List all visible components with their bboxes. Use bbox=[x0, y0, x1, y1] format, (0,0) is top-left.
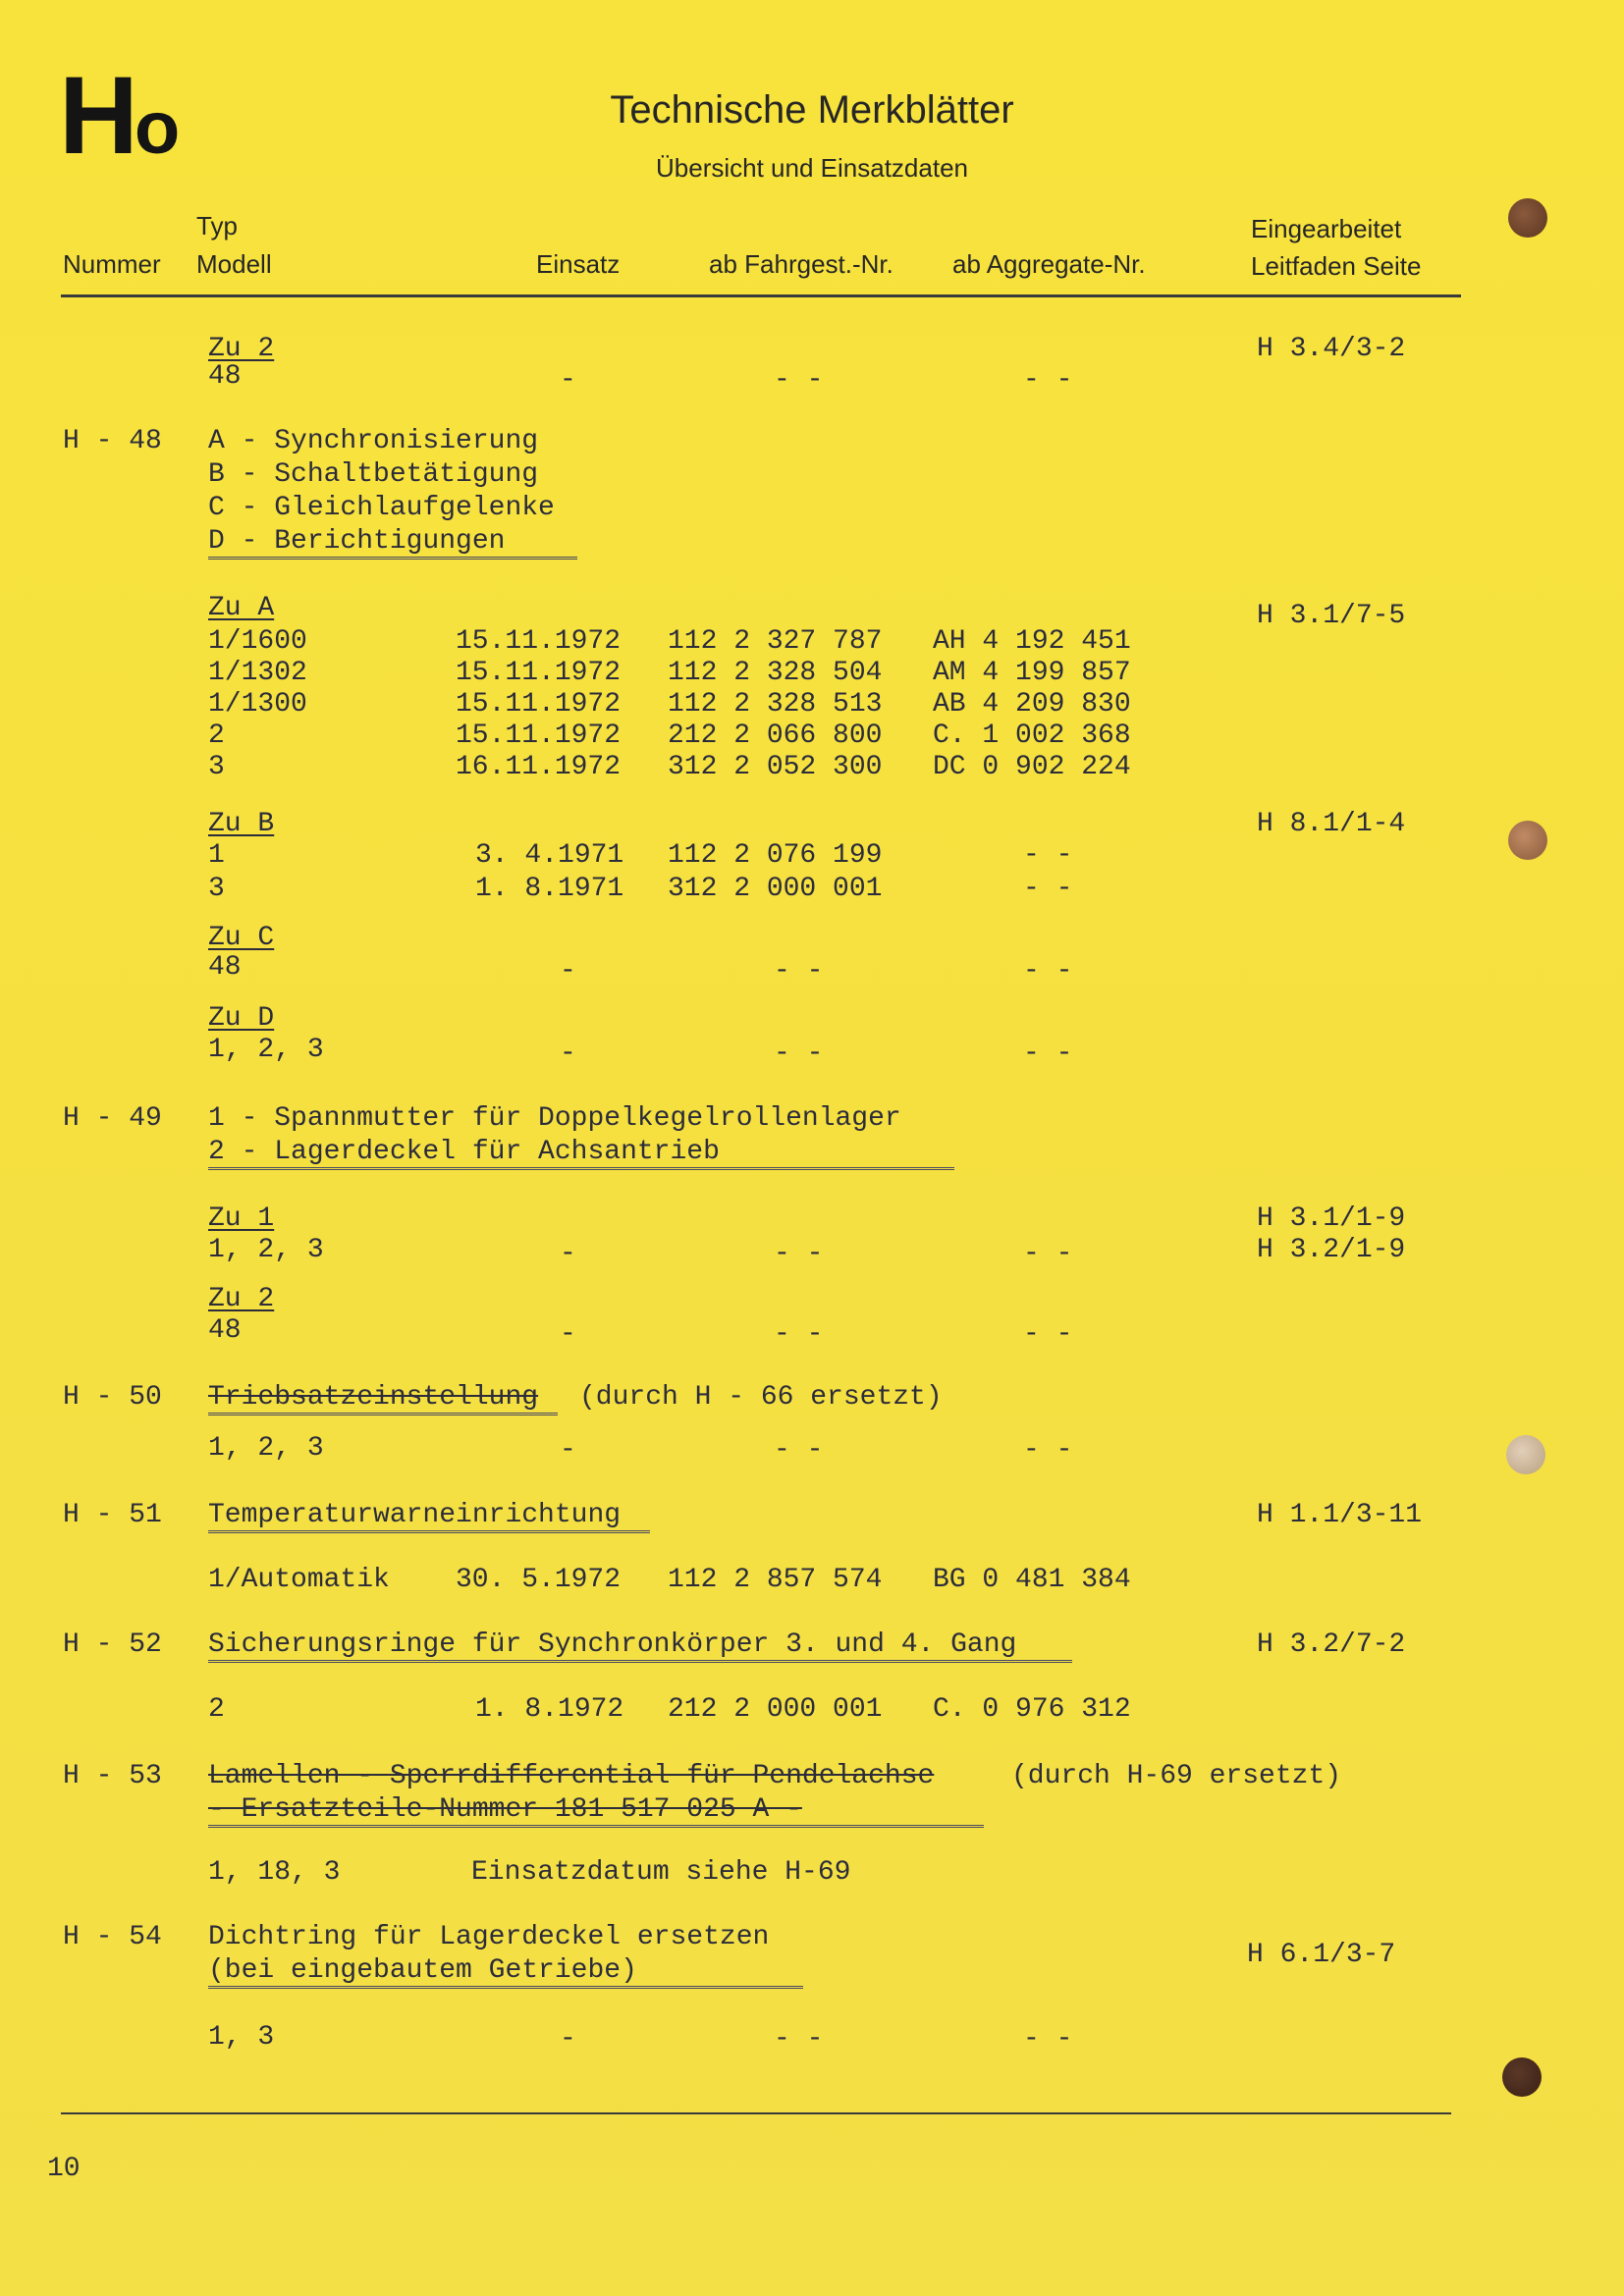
fahrgest-cell: 112 2 076 199 bbox=[668, 840, 883, 871]
entry-title-line: 2 - Lagerdeckel für Achsantrieb bbox=[208, 1137, 954, 1170]
binder-hole bbox=[1508, 821, 1547, 860]
fahrgest-cell: - - bbox=[774, 956, 824, 987]
binder-hole bbox=[1506, 1435, 1545, 1474]
fahrgest-cell: - - bbox=[774, 1039, 824, 1069]
fahrgest-cell: 312 2 000 001 bbox=[668, 874, 883, 904]
model-cell: 48 bbox=[208, 952, 242, 983]
sub-label: Zu 2 bbox=[208, 1284, 275, 1314]
aggregat-cell: AH 4 192 451 bbox=[933, 626, 1131, 657]
col-einsatz: Einsatz bbox=[536, 249, 621, 279]
entry-title-line: Lamellen - Sperrdifferential für Pendelachse bbox=[208, 1761, 935, 1791]
model-cell: 1/1302 bbox=[208, 658, 307, 688]
fahrgest-cell: - - bbox=[774, 1239, 824, 1269]
model-cell: 48 bbox=[208, 361, 242, 392]
col-leitfaden: Leitfaden Seite bbox=[1251, 251, 1422, 281]
fahrgest-cell: - - bbox=[774, 1319, 824, 1350]
aggregat-cell: AB 4 209 830 bbox=[933, 689, 1131, 720]
entry-title-line: A - Synchronisierung bbox=[208, 426, 539, 456]
entry-number: H - 49 bbox=[63, 1103, 162, 1134]
einsatz-cell: Einsatzdatum siehe H-69 bbox=[471, 1857, 851, 1888]
entry-title: Triebsatzeinstellung bbox=[208, 1382, 558, 1415]
aggregat-cell: DC 0 902 224 bbox=[933, 752, 1131, 782]
fahrgest-cell: 212 2 066 800 bbox=[668, 721, 883, 751]
einsatz-cell: 1. 8.1971 bbox=[475, 874, 624, 904]
model-cell: 48 bbox=[208, 1315, 242, 1346]
entry-title-line: Dichtring für Lagerdeckel ersetzen bbox=[208, 1922, 770, 1952]
model-cell: 1, 3 bbox=[208, 2022, 275, 2053]
einsatz-cell: - bbox=[560, 1039, 576, 1069]
einsatz-cell: 30. 5.1972 bbox=[456, 1565, 622, 1595]
einsatz-cell: 15.11.1972 bbox=[456, 658, 622, 688]
aggregat-cell: - - bbox=[1023, 1039, 1073, 1069]
aggregat-cell: C. 1 002 368 bbox=[933, 721, 1131, 751]
model-cell: 1/1300 bbox=[208, 689, 307, 720]
entry-title-line: C - Gleichlaufgelenke bbox=[208, 493, 555, 523]
aggregat-cell: C. 0 976 312 bbox=[933, 1694, 1131, 1725]
entry-title-line: D - Berichtigungen bbox=[208, 526, 577, 560]
model-cell: 1, 2, 3 bbox=[208, 1235, 324, 1265]
model-cell: 1 bbox=[208, 840, 225, 871]
entry-title-note: (durch H-69 ersetzt) bbox=[1011, 1761, 1342, 1791]
binder-hole bbox=[1502, 2057, 1542, 2097]
entry-title: Temperaturwarneinrichtung bbox=[208, 1500, 650, 1533]
einsatz-cell: - bbox=[560, 1319, 576, 1350]
aggregat-cell: BG 0 481 384 bbox=[933, 1565, 1131, 1595]
model-cell: 1, 18, 3 bbox=[208, 1857, 341, 1888]
aggregat-cell: - - bbox=[1023, 874, 1073, 904]
leitfaden-ref: H 1.1/3-11 bbox=[1257, 1500, 1423, 1530]
col-aggregate: ab Aggregate-Nr. bbox=[952, 249, 1146, 279]
model-cell: 2 bbox=[208, 1694, 225, 1725]
sub-label: Zu 2 bbox=[208, 334, 275, 364]
entry-title-note: (durch H - 66 ersetzt) bbox=[579, 1382, 943, 1413]
model-cell: 1, 2, 3 bbox=[208, 1433, 324, 1464]
leitfaden-ref: H 3.2/1-9 bbox=[1257, 1235, 1406, 1265]
col-fahrgest: ab Fahrgest.-Nr. bbox=[709, 249, 893, 279]
fahrgest-cell: 112 2 857 574 bbox=[668, 1565, 883, 1595]
footer-rule bbox=[61, 2112, 1451, 2114]
leitfaden-ref: H 3.1/7-5 bbox=[1257, 601, 1406, 631]
header-rule bbox=[61, 294, 1461, 297]
sub-label: Zu D bbox=[208, 1003, 275, 1034]
sub-label: Zu B bbox=[208, 809, 275, 839]
model-cell: 3 bbox=[208, 752, 225, 782]
fahrgest-cell: 212 2 000 001 bbox=[668, 1694, 883, 1725]
leitfaden-ref: H 6.1/3-7 bbox=[1247, 1940, 1396, 1970]
entry-title-line: - Ersatzteile-Nummer 181 517 025 A - bbox=[208, 1794, 984, 1828]
fahrgest-cell: 112 2 327 787 bbox=[668, 626, 883, 657]
entry-title-line: (bei eingebautem Getriebe) bbox=[208, 1955, 803, 1989]
logo-letter-h: H bbox=[59, 54, 138, 177]
aggregat-cell: - - bbox=[1023, 1239, 1073, 1269]
sub-label: Zu 1 bbox=[208, 1203, 275, 1234]
entry-number: H - 50 bbox=[63, 1382, 162, 1413]
leitfaden-ref: H 3.2/7-2 bbox=[1257, 1629, 1406, 1660]
einsatz-cell: 16.11.1972 bbox=[456, 752, 622, 782]
model-cell: 1/Automatik bbox=[208, 1565, 390, 1595]
entry-number: H - 53 bbox=[63, 1761, 162, 1791]
aggregat-cell: - - bbox=[1023, 2024, 1073, 2055]
entry-number: H - 51 bbox=[63, 1500, 162, 1530]
einsatz-cell: - bbox=[560, 1435, 576, 1466]
model-cell: 3 bbox=[208, 874, 225, 904]
aggregat-cell: - - bbox=[1023, 365, 1073, 396]
fahrgest-cell: 112 2 328 513 bbox=[668, 689, 883, 720]
binder-hole bbox=[1508, 198, 1547, 238]
einsatz-cell: - bbox=[560, 956, 576, 987]
col-eingearbeitet: Eingearbeitet bbox=[1251, 214, 1402, 243]
leitfaden-ref: H 3.4/3-2 bbox=[1257, 334, 1406, 364]
fahrgest-cell: - - bbox=[774, 1435, 824, 1466]
sub-label: Zu C bbox=[208, 923, 275, 953]
model-cell: 1/1600 bbox=[208, 626, 307, 657]
col-nummer: Nummer bbox=[63, 249, 161, 279]
einsatz-cell: 3. 4.1971 bbox=[475, 840, 624, 871]
aggregat-cell: AM 4 199 857 bbox=[933, 658, 1131, 688]
entry-number: H - 48 bbox=[63, 426, 162, 456]
col-modell: Modell bbox=[196, 249, 272, 279]
fahrgest-cell: - - bbox=[774, 365, 824, 396]
einsatz-cell: - bbox=[560, 1239, 576, 1269]
entry-number: H - 52 bbox=[63, 1629, 162, 1660]
logo-letter-o: o bbox=[134, 86, 181, 170]
leitfaden-ref: H 3.1/1-9 bbox=[1257, 1203, 1406, 1234]
entry-title-line: B - Schaltbetätigung bbox=[208, 459, 539, 490]
einsatz-cell: 15.11.1972 bbox=[456, 721, 622, 751]
leitfaden-ref: H 8.1/1-4 bbox=[1257, 809, 1406, 839]
page-title: Technische Merkblätter bbox=[610, 88, 1014, 132]
page-subtitle: Übersicht und Einsatzdaten bbox=[656, 153, 968, 183]
entry-title-line: 1 - Spannmutter für Doppelkegelrollenlager bbox=[208, 1103, 901, 1134]
aggregat-cell: - - bbox=[1023, 956, 1073, 987]
fahrgest-cell: 312 2 052 300 bbox=[668, 752, 883, 782]
model-cell: 2 bbox=[208, 721, 225, 751]
page-number: 10 bbox=[47, 2154, 81, 2184]
aggregat-cell: - - bbox=[1023, 840, 1073, 871]
einsatz-cell: 15.11.1972 bbox=[456, 689, 622, 720]
entry-title: Sicherungsringe für Synchronkörper 3. und 4. Gang bbox=[208, 1629, 1072, 1663]
einsatz-cell: 15.11.1972 bbox=[456, 626, 622, 657]
model-cell: 1, 2, 3 bbox=[208, 1035, 324, 1065]
einsatz-cell: 1. 8.1972 bbox=[475, 1694, 624, 1725]
fahrgest-cell: - - bbox=[774, 2024, 824, 2055]
aggregat-cell: - - bbox=[1023, 1319, 1073, 1350]
col-typ: Typ bbox=[196, 211, 238, 240]
fahrgest-cell: 112 2 328 504 bbox=[668, 658, 883, 688]
einsatz-cell: - bbox=[560, 365, 576, 396]
aggregat-cell: - - bbox=[1023, 1435, 1073, 1466]
entry-number: H - 54 bbox=[63, 1922, 162, 1952]
einsatz-cell: - bbox=[560, 2024, 576, 2055]
sub-label: Zu A bbox=[208, 593, 275, 623]
